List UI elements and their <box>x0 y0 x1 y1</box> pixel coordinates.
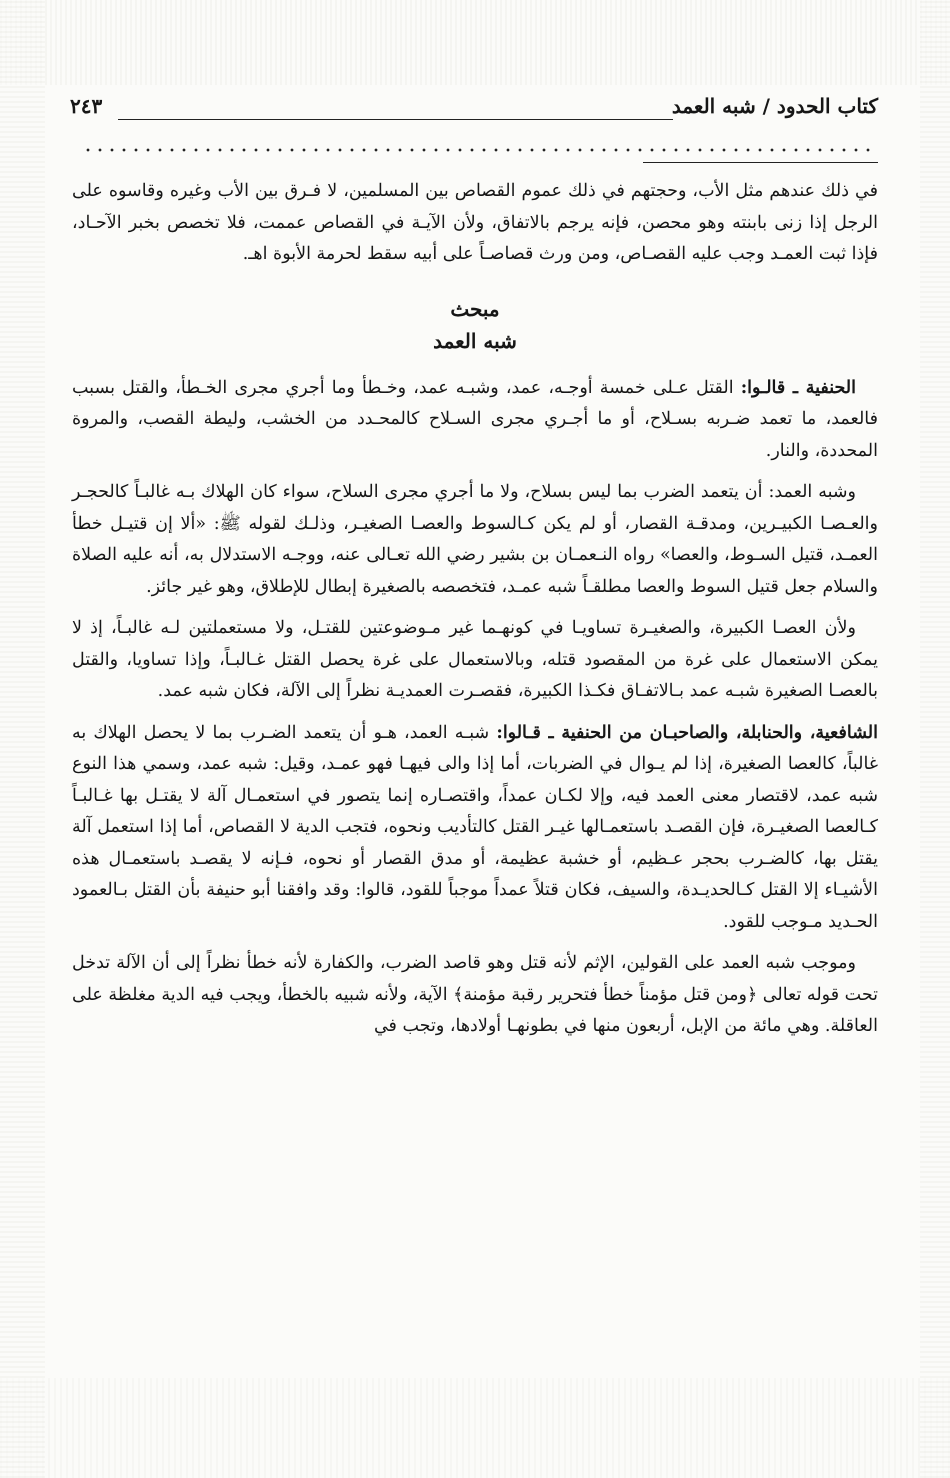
paragraph-text: شبـه العمد، هـو أن يتعمد الضـرب بما لا يحصل الهلاك به غالباً، كالعصا الصغيرة، إذا لم يـوال في الضربات، أما إذا والى فيهـا فهو عمـد، وقيل: شبه عمد، وسمي هذا النوع شبه عمد، لاقتصار معنى العمد فيه، وإلا لكـان عمداً، واقتصـاره إنما يتصور في استعمـال آلة لا يقتـل بها غـالبـاً كـالعصا الصغيـرة، فإن القصـد باستعمـالها غيـر القتل كالتأديب ونحوه، فتجب الدية لا القصاص، أما إذا استعمل آلة يقتل بها، كالضـرب بحجر عـظيم، أو خشبة عظيمة، أو مدق القصار أو نحوه، فـإنه لا يقصـد باستعمـال هذه الأشيـاء إلا القتل كـالحديـدة، والسيف، فكان قتلاً عمداً موجباً للقود، قالوا: وقد وافقنا أبو حنيفة بأن القتل بـالعمود الحـديد مـوجب للقود. <box>72 722 878 932</box>
paragraph-1: في ذلك عندهم مثل الأب، وحجتهم في ذلك عموم القصاص بين المسلمين، لا فـرق بين الأب وغيره وقاسوه على الرجل إذا زنى بابنته وهو محصن، فإنه يرجم بالاتفاق، ولأن الآيـة في القصاص عممت، فلا تخصص بخبر الآحـاد، فإذا ثبت العمـد وجب عليه القصـاص، ومن ورث قصاصـاً على أبيه سقط لحرمة الأبوة اهـ. <box>72 181 878 264</box>
running-title: كتاب الحدود / شبه العمد <box>671 94 878 118</box>
paragraph-hanafi <box>72 373 878 468</box>
page-number: ٢٤٣ <box>70 94 103 118</box>
page-header <box>70 94 878 130</box>
scan-noise-left <box>0 0 45 1478</box>
scan-noise-top <box>0 0 950 85</box>
page-body <box>72 176 878 1053</box>
header-rule <box>118 119 673 120</box>
paragraph-text: القتل عـلى خمسة أوجـه، عمد، وشبـه عمد، وخـطأ وما أجري مجرى الخـطأ، والقتل بسبب فالعمد، ما تعمد ضـربه بسـلاح، أو ما أجـري مجرى السـلاح كالمحـدد من الخشب، وليطة القصب، والمروة المحددة، والنار. <box>72 377 878 461</box>
dotted-rule <box>82 146 878 154</box>
scan-noise-bottom <box>0 1378 950 1478</box>
paragraph-mujib: وموجب شبه العمد على القولين، الإثم لأنه قتل وهو قاصد الضرب، والكفارة لأنه خطأ نظراً إلى أن الآلة تدخل تحت قوله تعالى ﴿ومن قتل مؤمناً خطأ فتحرير رقبة مؤمنة﴾ الآية، ولأنه شبيه بالخطأ، ويجب فيه الدية مغلظة على العاقلة. وهي مائة من الإبل، أربعون منها في بطونهـا أولادها، وتجب في <box>72 953 878 1036</box>
section-title: شبه العمد <box>433 328 517 353</box>
scan-noise-right <box>920 0 950 1478</box>
paragraph-shafii <box>72 718 878 939</box>
footnote-rule <box>643 162 878 163</box>
paragraph-shibh-amd: وشبه العمد: أن يتعمد الضرب بما ليس بسلاح، ولا ما أجري مجرى السلاح، سواء كان الهلاك بـه غالبـاً كالحجـر والعـصـا الكبيـرين، ومدقـة القصار، أو لم يكن كـالسوط والعصـا الصغيـر، وذلـك لقوله ﷺ: «ألا إن قتيـل خطأ العمـد، قتيل السـوط، والعصا» رواه النـعمـان بن بشير رضي الله تعـالى عنه، ووجـه الاستدلال به، أنه عليه الصلاة والسلام جعل قتيل السوط والعصا مطلقـاً شبه عمـد، فتخصصه بالصغيرة إبطال للإطلاق، وهو غير جائز. <box>72 482 878 597</box>
paragraph-lead: الحنفية ـ قالـوا: <box>740 377 857 398</box>
paragraph-asa: ولأن العصـا الكبيرة، والصغيـرة تساويـا في كونهـما غير مـوضوعتين للقتـل، ولا مستعملتين لـه غالبـاً، إذ لا يمكن الاستعمال على غرة من المقصود قتله، وبالاستعمال على غرة يحصل القتل غـالبـاً، وإذا تساويا، والقتل بالعصـا الصغيرة شبـه عمد بـالاتفـاق فكـذا الكبيرة، فقصـرت العمديـة نظراً إلى الآلة، فكان شبه عمد. <box>72 618 878 701</box>
section-heading: مبحث <box>450 296 500 321</box>
paragraph-lead: الشافعية، والحنابلة، والصاحبـان من الحنفية ـ قـالوا: <box>496 722 878 743</box>
